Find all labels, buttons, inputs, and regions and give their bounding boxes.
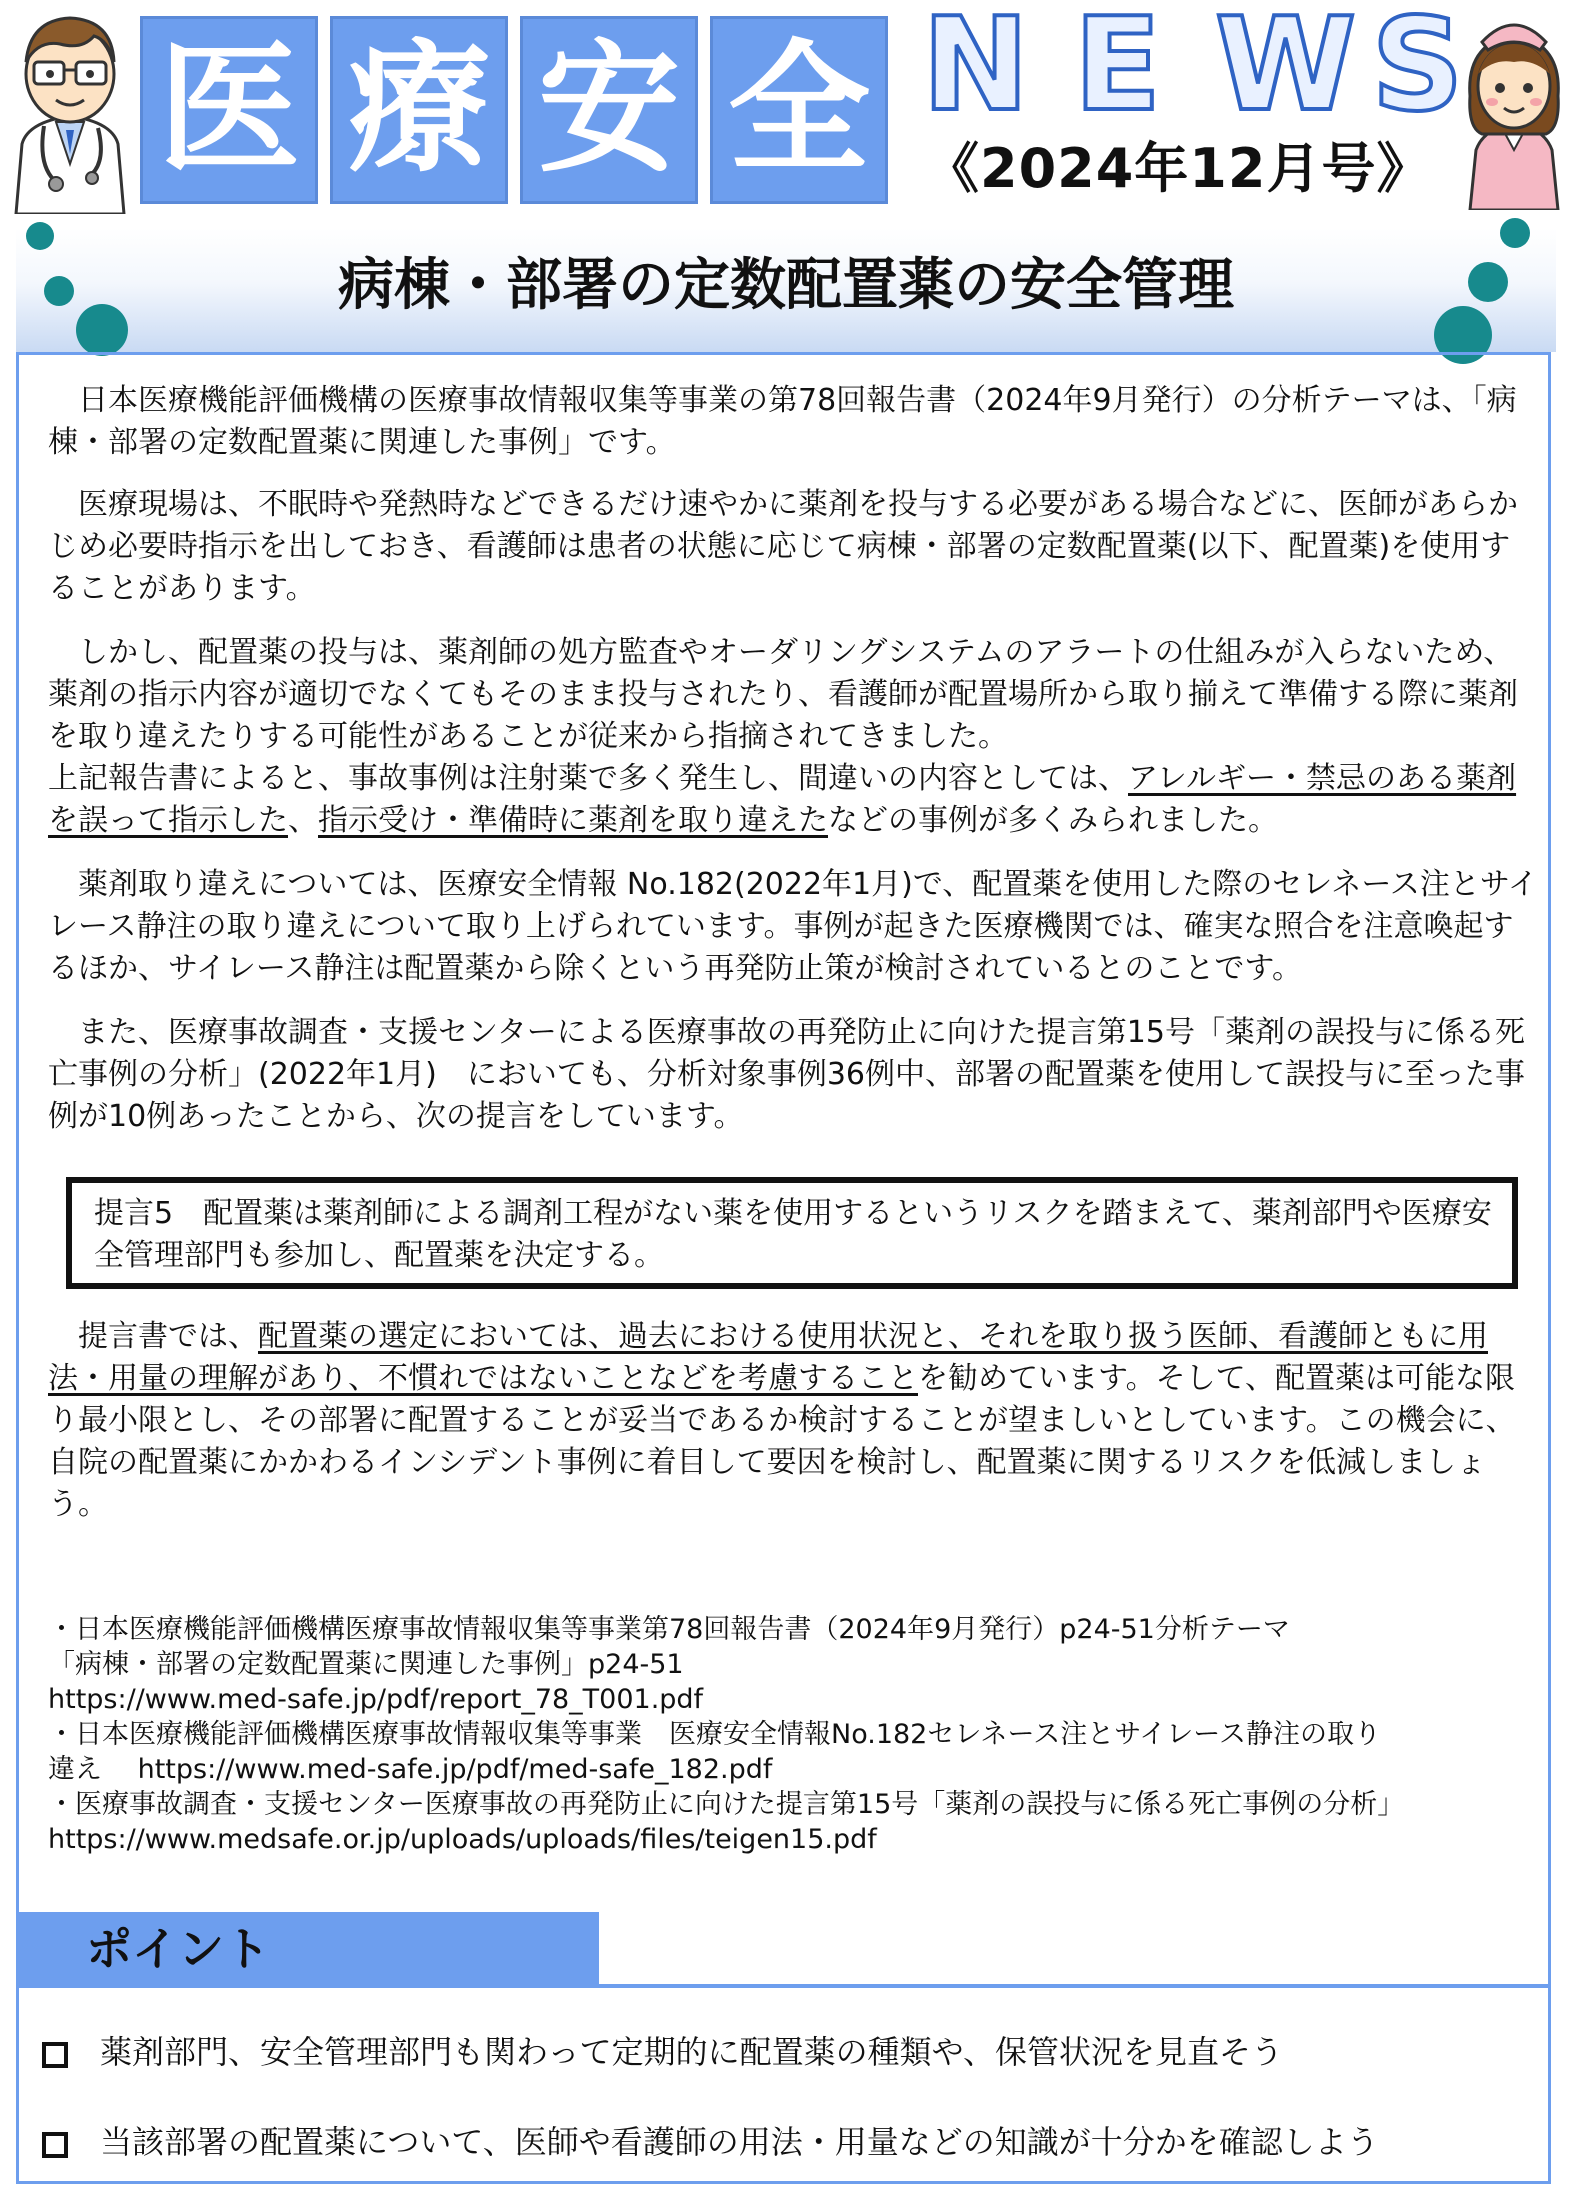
reference-line: ・日本医療機能評価機構医療事故情報収集等事業 医療安全情報No.182セレネース注とサイレース静注の取り bbox=[48, 1719, 1381, 1750]
point-item bbox=[42, 2024, 1522, 2080]
recommendation-box bbox=[66, 1177, 1518, 1289]
separator: 、 bbox=[288, 803, 318, 838]
paragraph-6-lead: 提言書では、 bbox=[78, 1319, 258, 1354]
paragraph-6-tail: を勧めています。そして、配置薬は可能な限り最小限とし、その部署に配置することが妥当であるか検討することが望ましいとしています。この機会に、自院の配置薬にかかわるインシデント事例に着目して要因を検討し、配置薬に関するリスクを低減しましょう。 bbox=[48, 1361, 1516, 1522]
issue-date: 《2024年12月号》 bbox=[925, 137, 1432, 200]
paragraph-3-summary bbox=[48, 758, 1538, 842]
paragraph-1: 日本医療機能評価機構の医療事故情報収集等事業の第78回報告書（2024年9月発行）の分析テーマは、「病棟・部署の定数配置薬に関連した事例」です。 bbox=[48, 383, 1517, 460]
nurse-illustration-icon bbox=[1462, 4, 1566, 210]
news-letter-w: W bbox=[1215, 0, 1357, 140]
paragraph-3-summary-lead: 上記報告書によると、事故事例は注射薬で多く発生し、間違いの内容としては、 bbox=[48, 761, 1128, 796]
title-char-1: 医 bbox=[140, 16, 318, 204]
references bbox=[48, 1612, 1548, 1857]
point-item bbox=[42, 2114, 1522, 2170]
reference-url[interactable]: https://www.medsafe.or.jp/uploads/uploads/files/teigen15.pdf bbox=[48, 1824, 877, 1855]
title-char-4: 全 bbox=[710, 16, 888, 204]
point-heading: ポイント bbox=[86, 1922, 270, 1976]
paragraph-3-summary-tail: などの事例が多くみられました。 bbox=[828, 803, 1278, 838]
title-char-3: 安 bbox=[520, 16, 698, 204]
point-divider bbox=[19, 1984, 1548, 1988]
news-letter-s: S bbox=[1371, 0, 1464, 140]
title-char-2: 療 bbox=[330, 16, 508, 204]
paragraph-4: 薬剤取り違えについては、医療安全情報 No.182(2022年1月)で、配置薬を使用した際のセレネース注とサイレース静注の取り違えについて取り上げられています。事例が起きた医療機関では、確実な照合を注意喚起するほか、サイレース静注は配置薬から除くという再発防止策が検討されているとのことです。 bbox=[48, 867, 1538, 986]
underlined-phrase: 指示受け・準備時に薬剤を取り違えた bbox=[318, 803, 828, 838]
paragraph-3-body: しかし、配置薬の投与は、薬剤師の処方監査やオーダリングシステムのアラートの仕組みが入らないため、薬剤の指示内容が適切でなくてもそのまま投与されたり、看護師が配置場所から取り揃えて準備する際に薬剤を取り違えたりする可能性があることが従来から指摘されてきました。 bbox=[48, 635, 1518, 754]
underlined-phrase: アレルギー・禁忌のある薬剤を誤って指示した bbox=[48, 761, 1517, 838]
checkbox-icon bbox=[42, 2132, 68, 2158]
reference-line: ・日本医療機能評価機構医療事故情報収集等事業第78回報告書（2024年9月発行）p24-51分析テーマ bbox=[48, 1614, 1290, 1645]
paragraph-2: 医療現場は、不眠時や発熱時などできるだけ速やかに薬剤を投与する必要がある場合などに、医師があらかじめ必要時指示を出しておき、看護師は患者の状態に応じて病棟・部署の定数配置薬(以下、配置薬)を使用することがあります。 bbox=[48, 487, 1518, 606]
headline: 病棟・部署の定数配置薬の安全管理 bbox=[338, 253, 1234, 318]
paragraph-6 bbox=[48, 1316, 1538, 1526]
reference-url[interactable]: https://www.med-safe.jp/pdf/report_78_T001.pdf bbox=[48, 1684, 704, 1715]
checkbox-icon bbox=[42, 2042, 68, 2068]
paragraph-5: また、医療事故調査・支援センターによる医療事故の再発防止に向けた提言第15号「薬剤の誤投与に係る死亡事例の分析」(2022年1月) においても、分析対象事例36例中、部署の配置薬を使用して誤投与に至った事例が10例あったことから、次の提言をしています。 bbox=[48, 1015, 1526, 1134]
paragraph-3 bbox=[48, 632, 1538, 842]
point-item-text: 当該部署の配置薬について、医師や看護師の用法・用量などの知識が十分かを確認しよう bbox=[100, 2123, 1379, 2161]
reference-url[interactable]: 違え https://www.med-safe.jp/pdf/med-safe_182.pdf bbox=[48, 1754, 773, 1785]
doctor-illustration-icon bbox=[8, 4, 132, 214]
recommendation-text: 提言5 配置薬は薬剤師による調剤工程がない薬を使用するというリスクを踏まえて、薬剤部門や医療安全管理部門も参加し、配置薬を決定する。 bbox=[94, 1196, 1492, 1273]
reference-line: ・医療事故調査・支援センター医療事故の再発防止に向けた提言第15号「薬剤の誤投与に係る死亡事例の分析」 bbox=[48, 1789, 1405, 1820]
news-letter-e: E bbox=[1073, 0, 1162, 140]
point-item-text: 薬剤部門、安全管理部門も関わって定期的に配置薬の種類や、保管状況を見直そう bbox=[100, 2033, 1284, 2071]
underlined-phrase: 配置薬の選定においては、過去における使用状況と、それを取り扱う医師、看護師ともに用法・用量の理解があり、不慣れではないことなどを考慮すること bbox=[48, 1319, 1488, 1396]
news-letter-n: N bbox=[921, 0, 1030, 140]
reference-line: 「病棟・部署の定数配置薬に関連した事例」p24-51 bbox=[48, 1649, 684, 1680]
